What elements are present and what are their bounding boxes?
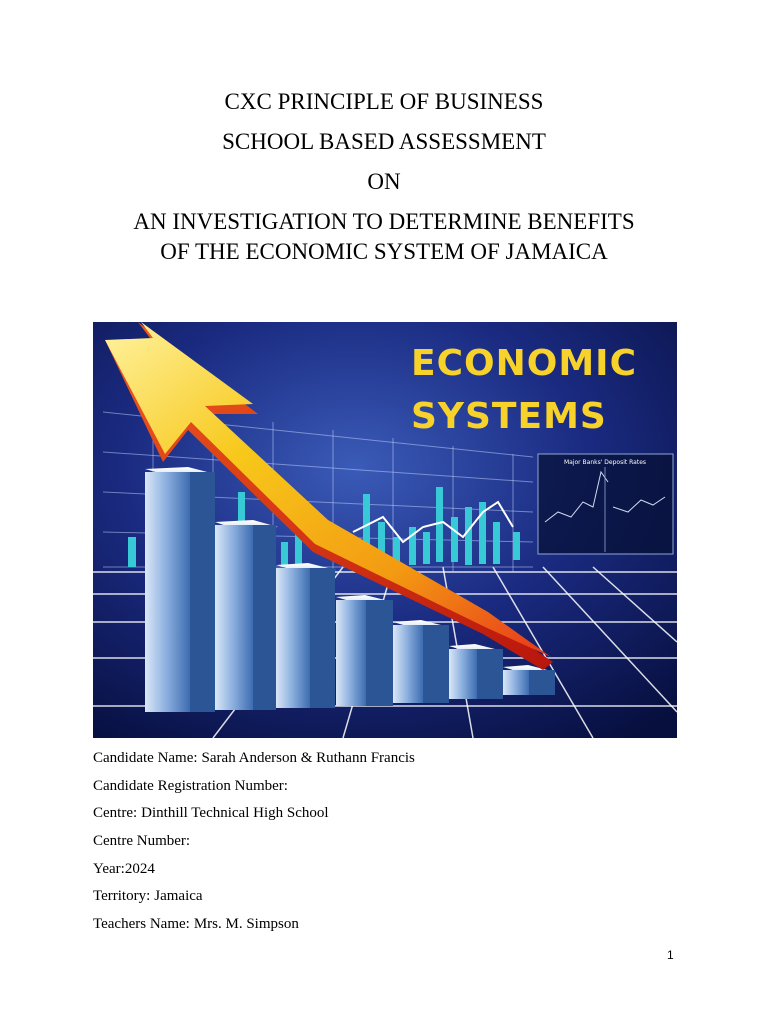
image-heading-line-1: ECONOMIC [411, 343, 637, 384]
registration-number [93, 777, 292, 795]
centre [93, 804, 329, 822]
centre-value: Dinthill Technical High School [141, 805, 329, 821]
image-heading-line-2: SYSTEMS [411, 396, 607, 437]
territory [93, 887, 203, 905]
cover-image [93, 322, 677, 738]
economic-systems-illustration [93, 322, 677, 738]
inset-title: Major Banks' Deposit Rates [563, 459, 647, 466]
centre-number [93, 832, 194, 850]
year-value: 2024 [124, 861, 155, 877]
candidate-name [93, 749, 415, 767]
title-line-4: AN INVESTIGATION TO DETERMINE BENEFITS [133, 209, 635, 234]
teachers-name [93, 915, 299, 933]
candidate-name-label: Candidate Name: [93, 750, 198, 766]
year [93, 860, 155, 878]
year-label: Year: [93, 861, 125, 877]
deposit-rates-inset [538, 454, 673, 554]
centre-label: Centre: [93, 805, 138, 821]
title-line-1: CXC PRINCIPLE OF BUSINESS [224, 89, 544, 114]
title-line-2: SCHOOL BASED ASSESSMENT [222, 129, 546, 154]
candidate-name-value: Sarah Anderson & Ruthann Francis [201, 750, 415, 766]
teachers-name-label: Teachers Name: [93, 916, 190, 932]
page-number: 1 [667, 948, 674, 962]
registration-number-label: Candidate Registration Number: [93, 778, 288, 794]
teachers-name-value: Mrs. M. Simpson [193, 916, 299, 932]
centre-number-label: Centre Number: [93, 833, 191, 849]
title-line-5: OF THE ECONOMIC SYSTEM OF JAMAICA [160, 239, 608, 264]
territory-value: Jamaica [154, 888, 203, 904]
title-line-3: ON [367, 169, 401, 194]
territory-label: Territory: [93, 888, 151, 904]
